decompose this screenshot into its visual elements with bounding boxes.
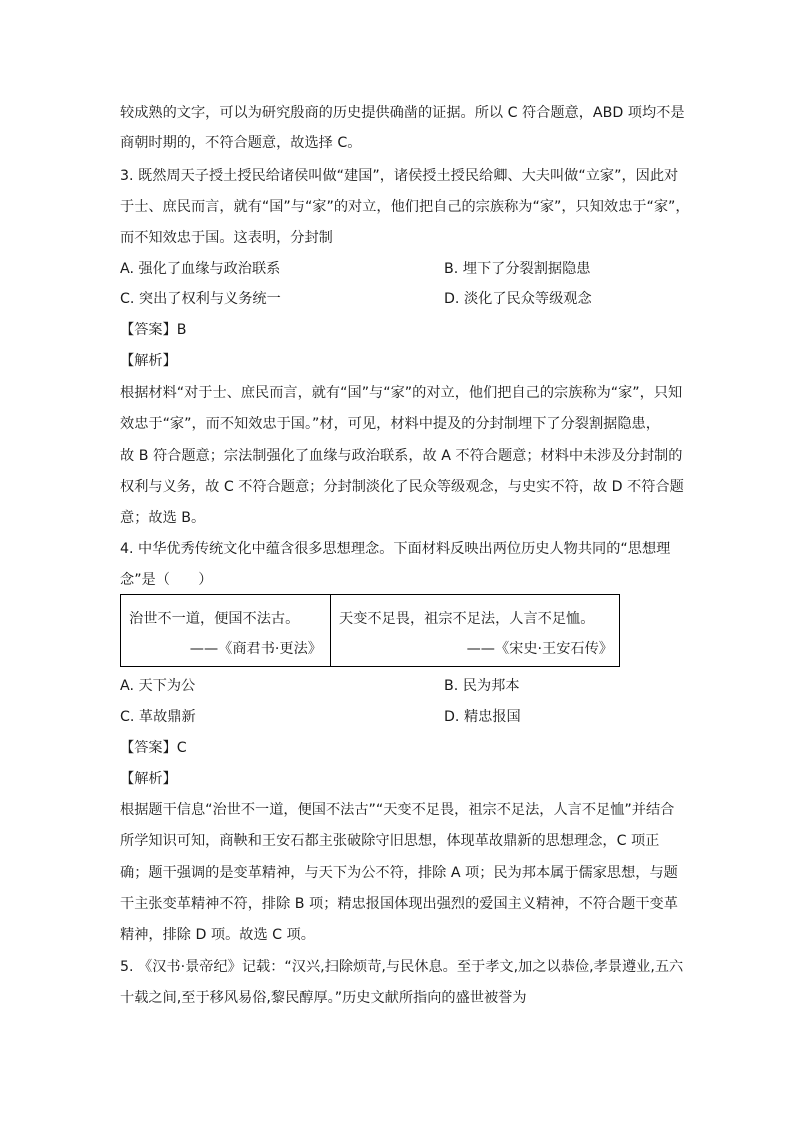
q4-analysis-line: 确；题干强调的是变革精神，与天下为公不符，排除 A 项；民为邦本属于儒家思想，与题 [120,865,678,881]
q4-analysis-line: 干主张变革精神不符，排除 B 项；精忠报国体现出强烈的爱国主义精神，不符合题干变革 [120,896,678,912]
q3-option-c: C. 突出了权利与义务统一 [120,291,281,307]
question-5-stem: 十载之间,至于移风易俗,黎民醇厚。”历史文献所指向的盛世被誉为 [120,990,527,1006]
question-4-stem: 4. 中华优秀传统文化中蕴含很多思想理念。下面材料反映出两位历史人物共同的“思想理 [120,541,671,557]
q3-answer: 【答案】B [120,322,187,338]
quote-table [120,594,620,667]
q4-analysis-line: 精神，排除 D 项。故选 C 项。 [120,927,315,943]
quote-cell-shang-jun [121,595,331,666]
q4-analysis-line: 根据题干信息“治世不一道，便国不法古”“天变不足畏，祖宗不足法，人言不足恤”并结合 [120,802,675,818]
q3-analysis-line: 根据材料“对于士、庶民而言，就有“国”与“家”的对立，他们把自己的宗族称为“家”，只知 [120,385,683,401]
q4-analysis-label: 【解析】 [120,771,177,787]
q4-option-a: A. 天下为公 [120,678,196,694]
q3-analysis-line: 意；故选 B。 [120,510,206,526]
q3-analysis-line: 效忠于“家”，而不知效忠于国。”材，可见，材料中提及的分封制埋下了分裂割据隐患， [120,416,660,432]
q4-option-b: B. 民为邦本 [444,678,520,694]
quote-cell-wang-anshi [331,595,621,666]
text-line: 较成熟的文字，可以为研究殷商的历史提供确凿的证据。所以 C 符合题意，ABD 项均不是 [120,105,685,121]
quote-text: 治世不一道，便国不法古。 [129,611,300,627]
q4-option-c: C. 革故鼎新 [120,709,196,725]
q4-analysis-line: 所学知识可知，商鞅和王安石都主张破除守旧思想，体现革故鼎新的思想理念，C 项正 [120,833,660,849]
question-3-stem: 3. 既然周天子授土授民给诸侯叫做“建国”，诸侯授土授民给卿、大夫叫做“立家”，因此对 [120,168,679,184]
q3-option-a: A. 强化了血缘与政治联系 [120,261,281,277]
q3-option-b: B. 埋下了分裂割据隐患 [444,261,591,277]
question-3-stem: 于士、庶民而言，就有“国”与“家”的对立，他们把自己的宗族称为“家”，只知效忠于“家”， [120,199,690,215]
q3-analysis-line: 权利与义务，故 C 不符合题意；分封制淡化了民众等级观念，与史实不符，故 D 不符合题 [120,479,684,495]
text-line: 商朝时期的，不符合题意，故选择 C。 [120,135,362,151]
quote-text: 天变不足畏，祖宗不足法，人言不足恤。 [339,611,595,627]
question-3-stem: 而不知效忠于国。这表明，分封制 [120,230,333,246]
quote-source: ——《宋史·王安石传》 [466,641,613,657]
question-4-stem: 念”是（ ） [120,572,213,588]
q3-analysis-line: 故 B 符合题意；宗法制强化了血缘与政治联系，故 A 不符合题意；材料中未涉及分封制的 [120,448,683,464]
quote-source: ——《商君书·更法》 [189,641,322,657]
q3-option-d: D. 淡化了民众等级观念 [444,291,592,307]
q3-analysis-label: 【解析】 [120,353,177,369]
question-5-stem: 5. 《汉书·景帝纪》记载：“汉兴,扫除烦苛,与民休息。至于孝文,加之以恭俭,孝景遵业,五六 [120,959,684,975]
q4-answer: 【答案】C [120,740,187,756]
q4-option-d: D. 精忠报国 [444,709,521,725]
